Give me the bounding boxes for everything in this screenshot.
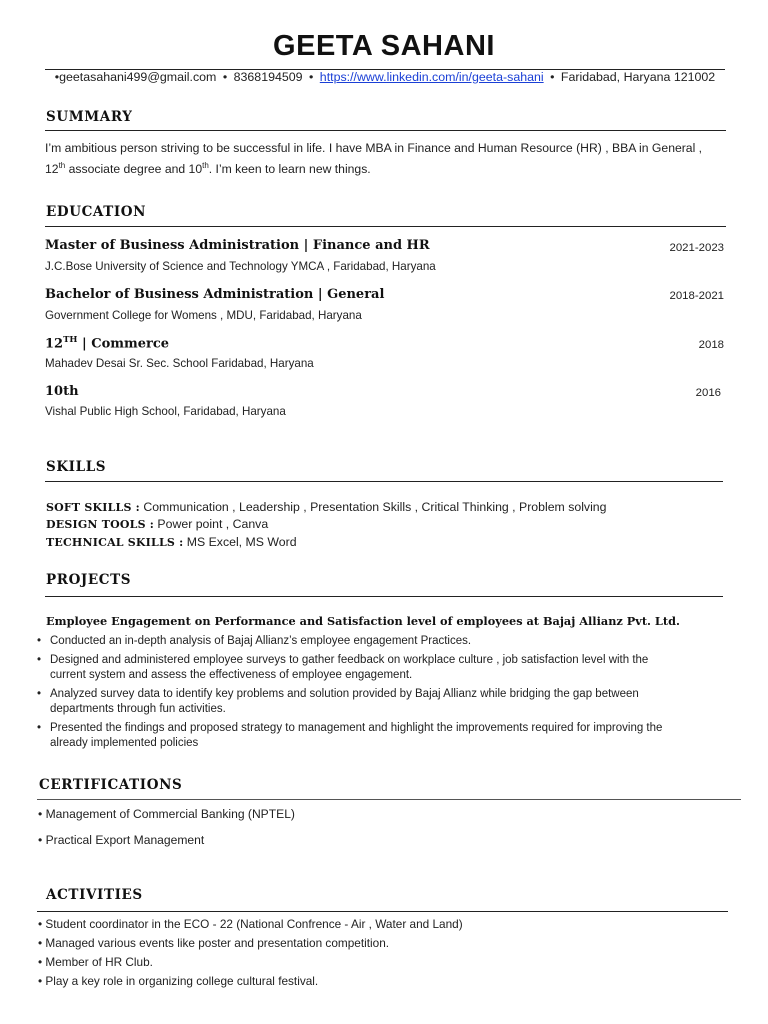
project-bullets xyxy=(36,634,726,755)
bullet-text: Conducted an in-depth analysis of Bajaj Allianz’s employee engagement Practices. xyxy=(50,635,472,647)
contact-line xyxy=(45,70,725,84)
candidate-name: GEETA SAHANI xyxy=(273,30,495,62)
separator: • xyxy=(222,70,228,84)
bullet-icon: • xyxy=(37,722,42,734)
summary-divider xyxy=(45,130,726,131)
bullet-text: Analyzed survey data to identify key problems and solution provided by Bajaj Allianz while bridging the gap between xyxy=(50,688,639,700)
certification-item: • Management of Commercial Banking (NPTEL) xyxy=(38,807,295,821)
summary-fragment: . I’m keen to learn new things. xyxy=(208,162,371,177)
projects-divider xyxy=(45,596,723,597)
summary-fragment: 12 xyxy=(45,162,59,177)
summary-line xyxy=(45,157,735,178)
separator: • xyxy=(309,70,314,84)
linkedin-link[interactable]: https://www.linkedin.com/in/geeta-sahani xyxy=(319,70,544,84)
education-date: 2018 xyxy=(698,339,724,351)
activity-item: • Managed various events like poster and presentation competition. xyxy=(38,936,390,950)
bullet-text: Presented the findings and proposed strategy to management and highlight the improvements required for improving the xyxy=(50,722,663,734)
education-date: 2018-2021 xyxy=(669,290,724,302)
skill-label: TECHNICAL SKILLS : xyxy=(46,536,184,549)
education-institution: J.C.Bose University of Science and Technology YMCA , Faridabad, Haryana xyxy=(45,260,436,273)
summary-line: I’m ambitious person striving to be successful in life. I have MBA in Finance and Human Resource (HR) , BBA in General , xyxy=(45,141,703,155)
skills-heading: SKILLS xyxy=(46,459,107,475)
project-title: Employee Engagement on Performance and Satisfaction level of employees at Bajaj Allianz Pvt. Ltd. xyxy=(46,614,680,628)
activity-item: • Play a key role in organizing college cultural festival. xyxy=(38,974,319,988)
certifications-divider xyxy=(37,799,741,800)
education-institution: Government College for Womens , MDU, Faridabad, Haryana xyxy=(45,309,362,322)
education-degree-title: Master of Business Administration | Finance and HR xyxy=(45,238,430,253)
email-text: •geetasahani499@gmail.com xyxy=(54,70,217,84)
degree-fragment: 12 xyxy=(45,336,64,352)
skill-value: MS Excel, MS Word xyxy=(183,535,297,549)
education-degree-title xyxy=(45,335,169,351)
certifications-heading: CERTIFICATIONS xyxy=(39,777,183,793)
bullet-text: already implemented policies xyxy=(50,737,199,749)
list-item xyxy=(36,687,726,717)
activity-item: • Student coordinator in the ECO - 22 (National Confrence - Air , Water and Land) xyxy=(38,917,463,931)
list-item xyxy=(36,634,726,649)
bullet-icon: • xyxy=(37,635,42,647)
education-divider xyxy=(45,226,726,227)
skill-row xyxy=(46,517,268,531)
projects-heading: PROJECTS xyxy=(46,572,132,588)
skill-value: Power point , Canva xyxy=(154,517,269,531)
superscript: TH xyxy=(63,335,78,345)
skill-row xyxy=(46,500,607,514)
bullet-text: departments through fun activities. xyxy=(50,703,226,715)
education-heading: EDUCATION xyxy=(46,204,147,220)
education-institution: Vishal Public High School, Faridabad, Haryana xyxy=(45,405,286,418)
skill-label: DESIGN TOOLS : xyxy=(46,518,155,531)
phone-text: 8368194509 xyxy=(233,70,303,84)
certification-item: • Practical Export Management xyxy=(38,833,205,847)
degree-fragment: | Commerce xyxy=(77,336,170,352)
list-item xyxy=(36,653,726,683)
education-date: 2021-2023 xyxy=(669,242,724,254)
skill-row xyxy=(46,535,297,549)
superscript: th xyxy=(202,161,209,170)
education-institution: Mahadev Desai Sr. Sec. School Faridabad, Haryana xyxy=(45,357,314,370)
bullet-icon: • xyxy=(37,654,42,666)
superscript: th xyxy=(58,161,66,170)
education-degree-title: Bachelor of Business Administration | General xyxy=(45,287,385,302)
activities-divider xyxy=(37,911,728,912)
location-text: Faridabad, Haryana 121002 xyxy=(560,70,716,84)
skill-value: Communication , Leadership , Presentation Skills , Critical Thinking , Problem solving xyxy=(139,500,607,514)
bullet-icon: • xyxy=(37,688,42,700)
summary-fragment: associate degree and 10 xyxy=(65,162,203,177)
separator: • xyxy=(550,70,555,84)
bullet-text: Designed and administered employee surveys to gather feedback on workplace culture , job satisfaction level with the xyxy=(50,654,649,666)
summary-heading: SUMMARY xyxy=(46,109,133,125)
list-item xyxy=(36,721,726,751)
education-date: 2016 xyxy=(695,387,721,399)
summary-text xyxy=(45,139,735,178)
education-degree-title: 10th xyxy=(45,384,79,399)
activity-item: • Member of HR Club. xyxy=(38,955,153,969)
skills-divider xyxy=(45,481,723,482)
bullet-text: current system and assess the effectiveness of employee engagement. xyxy=(50,669,413,681)
activities-heading: ACTIVITIES xyxy=(46,887,143,903)
skill-label: SOFT SKILLS : xyxy=(46,501,140,514)
